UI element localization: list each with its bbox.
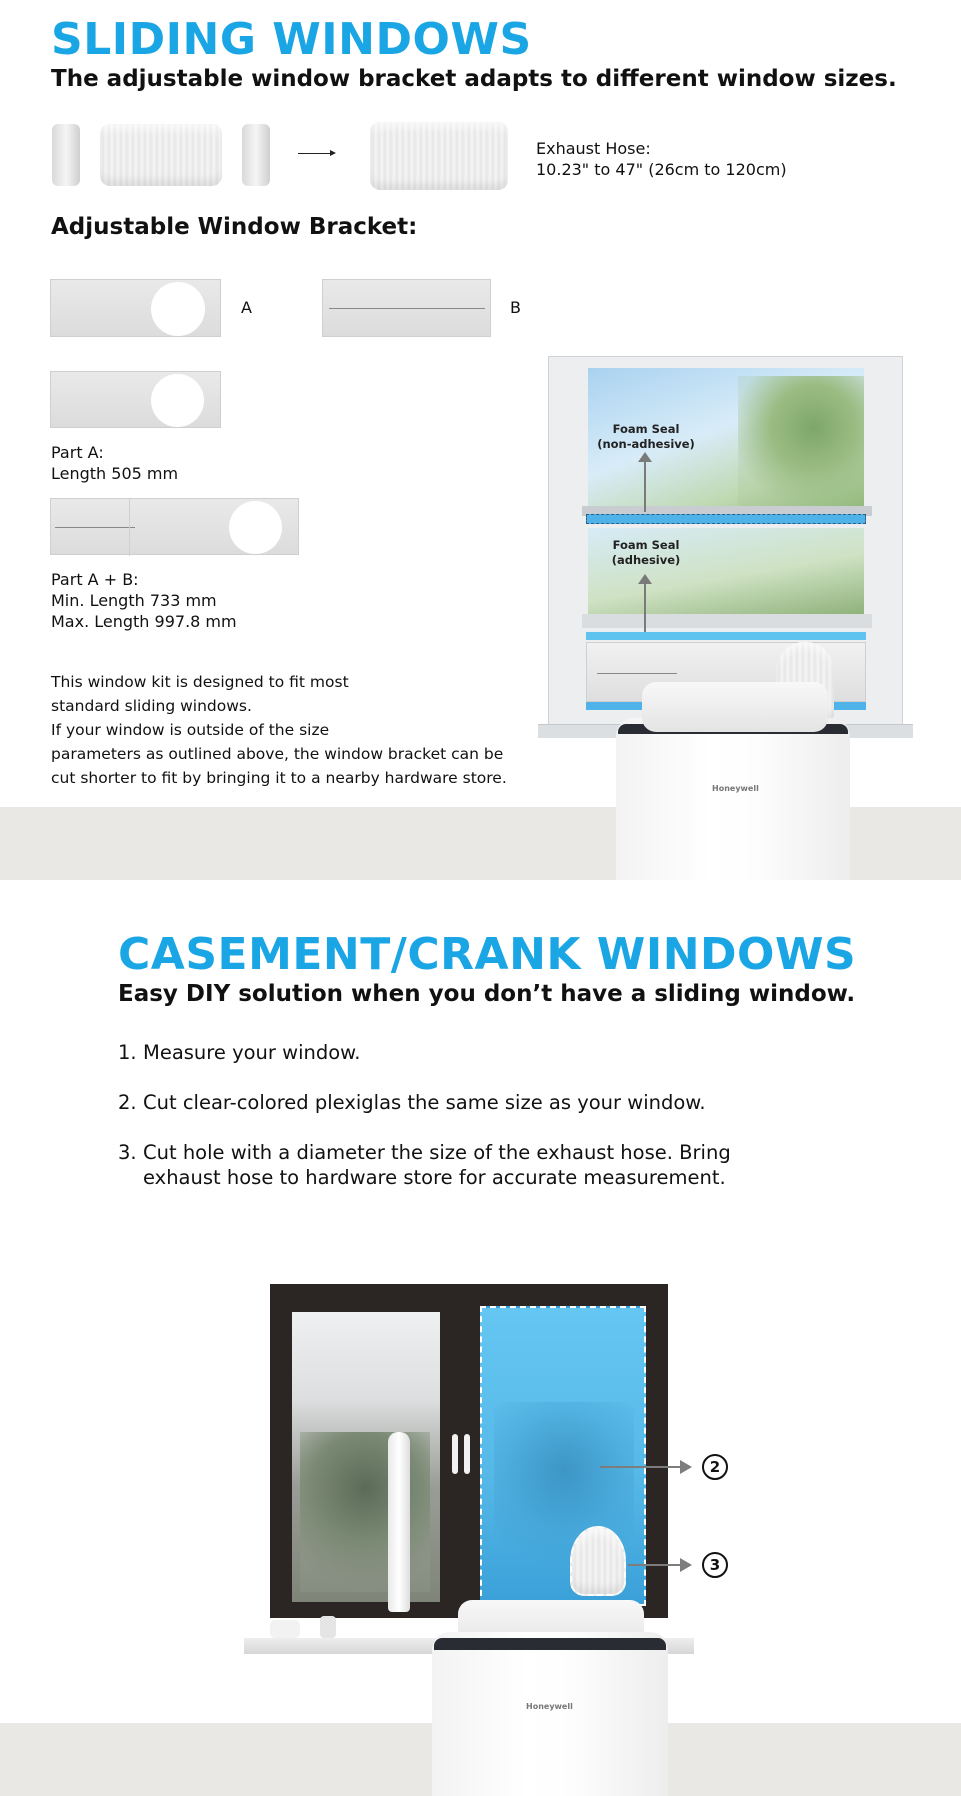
note-line: standard sliding windows. [51, 697, 252, 715]
hose-label: Exhaust Hose: [536, 139, 651, 158]
sliding-title: SLIDING WINDOWS [51, 14, 532, 65]
vase-decor [388, 1432, 410, 1612]
foam-seal-bottom-label: Foam Seal (adhesive) [611, 538, 681, 567]
casement-title: CASEMENT/CRANK WINDOWS [118, 929, 857, 980]
bracket-heading: Adjustable Window Bracket: [51, 214, 418, 240]
small-plant-decor [320, 1616, 336, 1638]
note-line: This window kit is designed to fit most [51, 673, 349, 691]
sliding-window-illustration [538, 356, 913, 880]
hose-parts-illustration [50, 118, 520, 194]
piece-a-label: A [241, 298, 252, 317]
sliding-subtitle: The adjustable window bracket adapts to different window sizes. [51, 66, 897, 92]
ac-brand-logo: Honeywell [526, 1702, 573, 1711]
arrow-right-icon [298, 153, 334, 154]
note-line: If your window is outside of the size [51, 721, 330, 739]
bracket-piece-a [50, 279, 221, 337]
hose-length: 10.23" to 47" (26cm to 120cm) [536, 160, 787, 179]
hose-assembled [370, 122, 508, 190]
hose-end-cap-left [52, 124, 80, 186]
note-line: cut shorter to fit by bringing it to a nearby hardware store. [51, 769, 507, 787]
casement-window-illustration [244, 1282, 734, 1796]
part-a-title: Part A: [51, 443, 104, 462]
bracket-part-ab [50, 498, 299, 555]
casement-subtitle: Easy DIY solution when you don’t have a sliding window. [118, 981, 856, 1007]
note-line: parameters as outlined above, the window bracket can be [51, 745, 504, 763]
list-item: 3. Cut hole with a diameter the size of the exhaust hose. Bring exhaust hose to hardware store for accurate measurement. [118, 1141, 731, 1189]
arrow-head-icon [330, 150, 336, 156]
callout-2: 2 [702, 1454, 728, 1480]
window-handle [464, 1434, 470, 1474]
window-handle [452, 1434, 458, 1474]
list-item: 1. Measure your window. [118, 1041, 361, 1064]
portable-ac-unit [432, 1632, 668, 1796]
arrow-up-icon [638, 574, 652, 584]
hose-compressed [100, 124, 222, 186]
foam-seal-upper-strip [586, 514, 866, 524]
list-item: 2. Cut clear-colored plexiglas the same size as your window. [118, 1091, 706, 1114]
exhaust-hose-round [570, 1526, 626, 1596]
portable-ac-unit [616, 718, 850, 880]
bracket-part-a [50, 371, 221, 428]
ac-top-vent [642, 682, 828, 732]
part-ab-max: Max. Length 997.8 mm [51, 612, 237, 631]
casement-steps [118, 1040, 858, 1190]
arrow-up-icon [638, 452, 652, 462]
part-ab-title: Part A + B: [51, 570, 139, 589]
arrow-right-icon [680, 1460, 692, 1474]
hose-end-cap-right [242, 124, 270, 186]
bracket-piece-b [322, 279, 491, 337]
part-a-length: Length 505 mm [51, 464, 179, 483]
callout-3: 3 [702, 1552, 728, 1578]
foam-seal-top-label: Foam Seal (non-adhesive) [597, 422, 695, 451]
foam-seal-lower-strip [586, 632, 866, 640]
part-ab-min: Min. Length 733 mm [51, 591, 217, 610]
sliding-note [51, 670, 521, 790]
ac-brand-logo: Honeywell [712, 784, 759, 793]
piece-b-label: B [510, 298, 521, 317]
arrow-right-icon [680, 1558, 692, 1572]
